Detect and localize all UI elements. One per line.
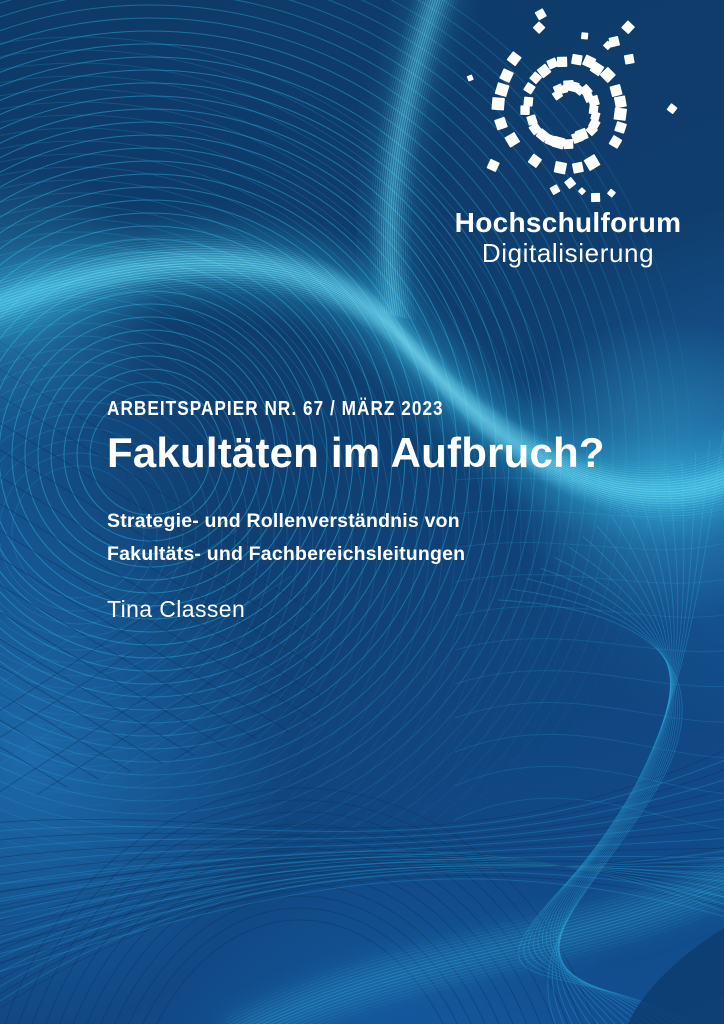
subtitle-line-1: Strategie- und Rollenverständnis von — [107, 510, 460, 533]
cover-subtitle — [107, 505, 687, 571]
title-block — [107, 398, 687, 623]
subtitle-line-2: Fakultäts- und Fachbereichsleitungen — [107, 543, 466, 566]
cover-title: Fakultäten im Aufbruch? — [107, 429, 605, 476]
author-name: Tina Classen — [107, 596, 246, 623]
series-label: ARBEITSPAPIER NR. 67 / MÄRZ 2023 — [107, 398, 444, 420]
brand-block — [455, 26, 682, 269]
brand-wordmark-line2: Digitalisierung — [481, 238, 655, 269]
brand-wordmark-line1: Hochschulforum — [454, 207, 682, 238]
hfd-pixel-spiral-logo-icon — [482, 26, 654, 198]
